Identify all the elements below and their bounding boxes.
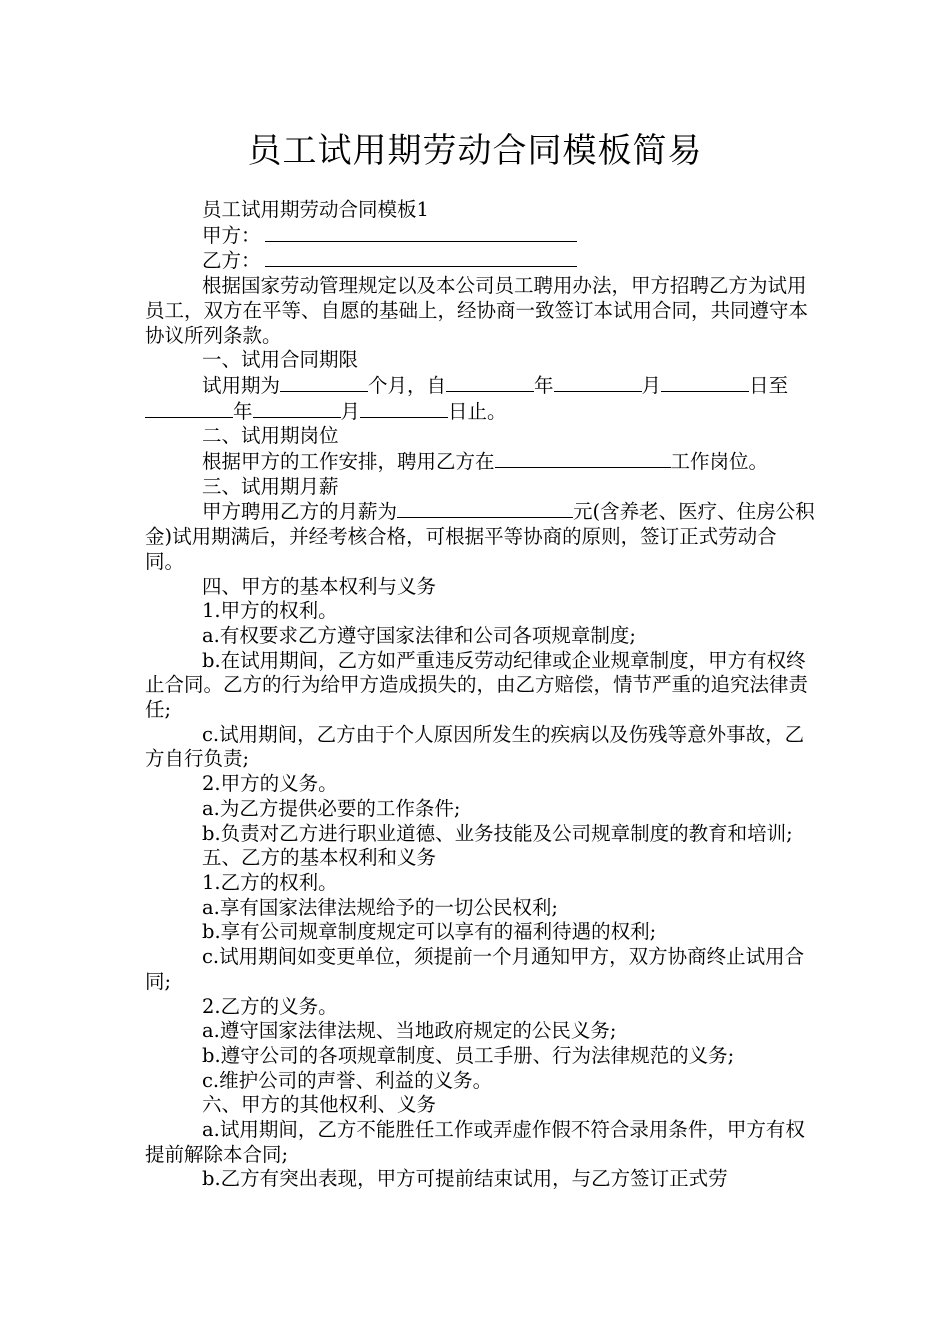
- party-b-rights-heading: 1.乙方的权利。: [202, 870, 338, 894]
- clause-text: 个月，自: [368, 373, 447, 397]
- party-a-duty-a: a.为乙方提供必要的工作条件;: [202, 796, 461, 820]
- party-a-line: [145, 223, 815, 249]
- end-day-blank: [360, 399, 448, 418]
- party-b-label: 乙方：: [202, 249, 261, 273]
- party-b-duties-heading: 2.乙方的义务。: [202, 994, 338, 1018]
- clause-text: 工作岗位。: [670, 450, 769, 474]
- clause-text: 月: [340, 399, 361, 423]
- position-blank: [495, 449, 671, 468]
- section-6-heading: 六、甲方的其他权利、义务: [202, 1093, 437, 1117]
- party-a-duty-b: b.负责对乙方进行职业道德、业务技能及公司规章制度的教育和培训;: [202, 821, 793, 845]
- party-a-right-c: c.试用期间，乙方由于个人原因所发生的疾病以及伤残等意外事故，乙方自行负责;: [145, 722, 805, 771]
- salary-clause: [145, 499, 815, 574]
- clause-text: 日至: [749, 373, 789, 397]
- clause-text: 年: [233, 399, 253, 423]
- preamble: 根据国家劳动管理规定以及本公司员工聘用办法，甲方招聘乙方为试用员工，双方在平等、自愿的基础上，经协商一致签订本试用合同，共同遵守本协议所列条款。: [145, 274, 809, 347]
- clause-text: 月: [641, 373, 662, 397]
- months-blank: [280, 373, 368, 392]
- party-b-line: [145, 248, 815, 274]
- party-a-right-a: a.有权要求乙方遵守国家法律和公司各项规章制度;: [202, 623, 636, 647]
- start-month-blank: [554, 373, 642, 392]
- start-year-blank: [446, 373, 534, 392]
- salary-blank: [397, 499, 573, 518]
- party-b-blank: [265, 248, 577, 267]
- party-a-other-a: a.试用期间，乙方不能胜任工作或弄虚作假不符合录用条件，甲方有权提前解除本合同;: [145, 1118, 805, 1166]
- end-month-blank: [253, 399, 341, 418]
- party-b-right-a: a.享有国家法律法规给予的一切公民权利;: [202, 895, 558, 919]
- start-day-blank: [661, 373, 749, 392]
- section-4-heading: 四、甲方的基本权利与义务: [202, 574, 437, 598]
- clause-text: 元(含养老、医疗、住房公积金)试用期满后，并经考核合格，可根据平等协商的原则，签订正式劳动合同。: [145, 500, 815, 573]
- section-1-heading: 一、试用合同期限: [202, 348, 359, 372]
- party-b-duty-b: b.遵守公司的各项规章制度、员工手册、行为法律规范的义务;: [202, 1043, 735, 1067]
- clause-text: 根据甲方的工作安排，聘用乙方在: [202, 450, 495, 474]
- document-title: 员工试用期劳动合同模板简易: [247, 131, 703, 171]
- party-b-right-c: c.试用期间如变更单位，须提前一个月通知甲方，双方协商终止试用合同;: [145, 945, 805, 993]
- party-a-other-b: b.乙方有突出表现，甲方可提前结束试用，与乙方签订正式劳: [202, 1167, 728, 1191]
- clause-text: 日止。: [448, 399, 507, 423]
- section-2-heading: 二、试用期岗位: [202, 424, 339, 448]
- section-3-heading: 三、试用期月薪: [202, 474, 339, 498]
- clause-text: 甲方聘用乙方的月薪为: [202, 500, 398, 524]
- party-a-right-b: b.在试用期间，乙方如严重违反劳动纪律或企业规章制度，甲方有权终止合同。乙方的行为给甲方造成损失的，由乙方赔偿，情节严重的追究法律责任;: [145, 648, 809, 722]
- party-a-rights-heading: 1.甲方的权利。: [202, 599, 338, 623]
- section-5-heading: 五、乙方的基本权利和义务: [202, 846, 437, 870]
- subtitle: 员工试用期劳动合同模板1: [202, 198, 429, 221]
- party-a-duties-heading: 2.甲方的义务。: [202, 772, 338, 796]
- document-body: [145, 198, 815, 1192]
- party-b-duty-c: c.维护公司的声誉、利益的义务。: [202, 1068, 493, 1092]
- end-year-blank: [145, 399, 233, 418]
- party-a-label: 甲方：: [202, 223, 261, 247]
- probation-period-clause: [145, 373, 815, 424]
- clause-text: 试用期为: [202, 373, 281, 397]
- party-a-blank: [265, 223, 577, 242]
- clause-text: 年: [534, 373, 554, 397]
- position-clause: [145, 449, 815, 475]
- party-b-right-b: b.享有公司规章制度规定可以享有的福利待遇的权利;: [202, 920, 657, 944]
- party-b-duty-a: a.遵守国家法律法规、当地政府规定的公民义务;: [202, 1019, 617, 1043]
